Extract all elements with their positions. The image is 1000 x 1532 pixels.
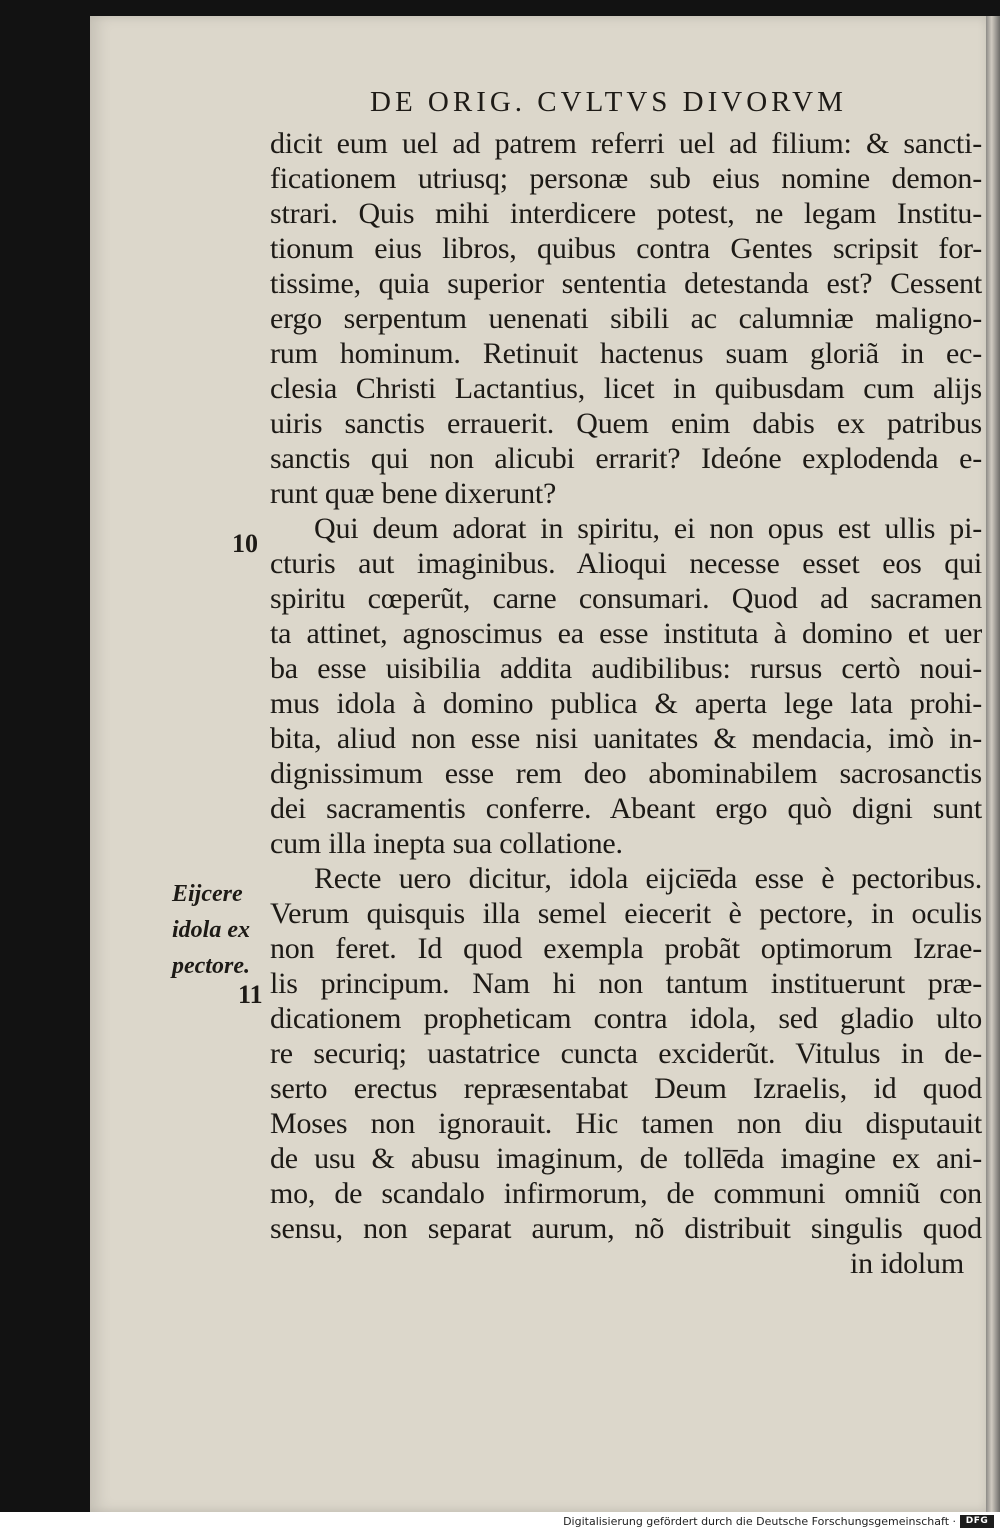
text-line: runt quæ bene dixerunt?: [270, 477, 557, 510]
text-line: bita, aliud non esse nisi uanitates & mendacia, imò in-: [270, 722, 982, 755]
margin-number-10: 10: [232, 529, 258, 558]
text-line: sanctis qui non alicubi errarit? Ideóne explodenda e-: [270, 442, 982, 475]
text-line: uiris sanctis errauerit. Quem enim dabis ex patribus: [270, 407, 982, 440]
text-line: dei sacramentis conferre. Abeant ergo quò digni sunt: [270, 792, 982, 825]
marginal-note: [172, 876, 272, 984]
margin-number-11: 11: [238, 980, 263, 1009]
text-line: re securiq; uastatrice cuncta exciderũt. Vitulus in de-: [270, 1037, 982, 1070]
text-line: non feret. Id quod exempla probãt optimorum Izrae-: [270, 932, 982, 965]
catchword: in idolum: [849, 1247, 964, 1280]
running-head: DE ORIG. CVLTVS DIVORVM: [370, 86, 847, 118]
marginal-note-line: pectore.: [172, 953, 250, 979]
text-line: ergo serpentum uenenati sibili ac calumniæ maligno-: [270, 302, 982, 335]
text-line: strari. Quis mihi interdicere potest, ne legam Institu-: [270, 197, 982, 230]
text-line: tionum eius libros, quibus contra Gentes scripsit for-: [270, 232, 982, 265]
text-line: dicit eum uel ad patrem referri uel ad filium: & sancti-: [270, 127, 982, 160]
text-line: dignissimum esse rem deo abominabilem sacrosanctis: [270, 757, 982, 790]
page-edge: [986, 16, 1000, 1512]
paragraph-start: Recte uero dicitur, idola eijcie̅da esse è pectoribus.: [314, 862, 982, 895]
text-line: Moses non ignorauit. Hic tamen non diu disputauit: [270, 1107, 982, 1140]
text-line: rum hominum. Retinuit hactenus suam gloriã in ec-: [270, 337, 982, 370]
text-line: ba esse uisibilia addita audibilibus: rursus certò noui-: [270, 652, 982, 685]
text-line: de usu & abusu imaginum, de tolle̅da imagine ex ani-: [270, 1142, 982, 1175]
footer-bar: [0, 1512, 1000, 1532]
paragraph-start: Qui deum adorat in spiritu, ei non opus est ullis pi-: [314, 512, 982, 545]
marginal-note-line: Eijcere: [172, 881, 243, 907]
dfg-logo: DFG: [960, 1515, 994, 1528]
text-line: tissime, quia superior sententia detestanda est? Cessent: [270, 267, 982, 300]
text-line: spiritu cœperũt, carne consumari. Quod ad sacramen: [270, 582, 982, 615]
text-line: ficationem utriusq; personæ sub eius nomine demon-: [270, 162, 982, 195]
text-line: serto erectus repræsentabat Deum Izraelis, id quod: [270, 1072, 982, 1105]
text-line: sensu, non separat aurum, nõ distribuit singulis quod: [270, 1212, 982, 1245]
text-line: cturis aut imaginibus. Alioqui necesse esset eos qui: [270, 547, 982, 580]
text-line: Verum quisquis illa semel eiecerit è pectore, in oculis: [270, 897, 982, 930]
text-line: lis principum. Nam hi non tantum instituerunt præ-: [270, 967, 982, 1000]
text-line: dicationem propheticam contra idola, sed gladio ulto: [270, 1002, 982, 1035]
footer-credit: Digitalisierung gefördert durch die Deutsche Forschungsgemeinschaft ·: [563, 1515, 956, 1528]
text-line: mo, de scandalo infirmorum, de communi omniũ con: [270, 1177, 982, 1210]
text-line: mus idola à domino publica & aperta lege lata prohi-: [270, 687, 982, 720]
text-line: ta attinet, agnoscimus ea esse instituta à domino et uer: [270, 617, 982, 650]
body-text: [270, 126, 982, 1281]
text-line: clesia Christi Lactantius, licet in quibusdam cum alijs: [270, 372, 982, 405]
marginal-note-line: idola ex: [172, 917, 250, 943]
text-line: cum illa inepta sua collatione.: [270, 827, 623, 860]
